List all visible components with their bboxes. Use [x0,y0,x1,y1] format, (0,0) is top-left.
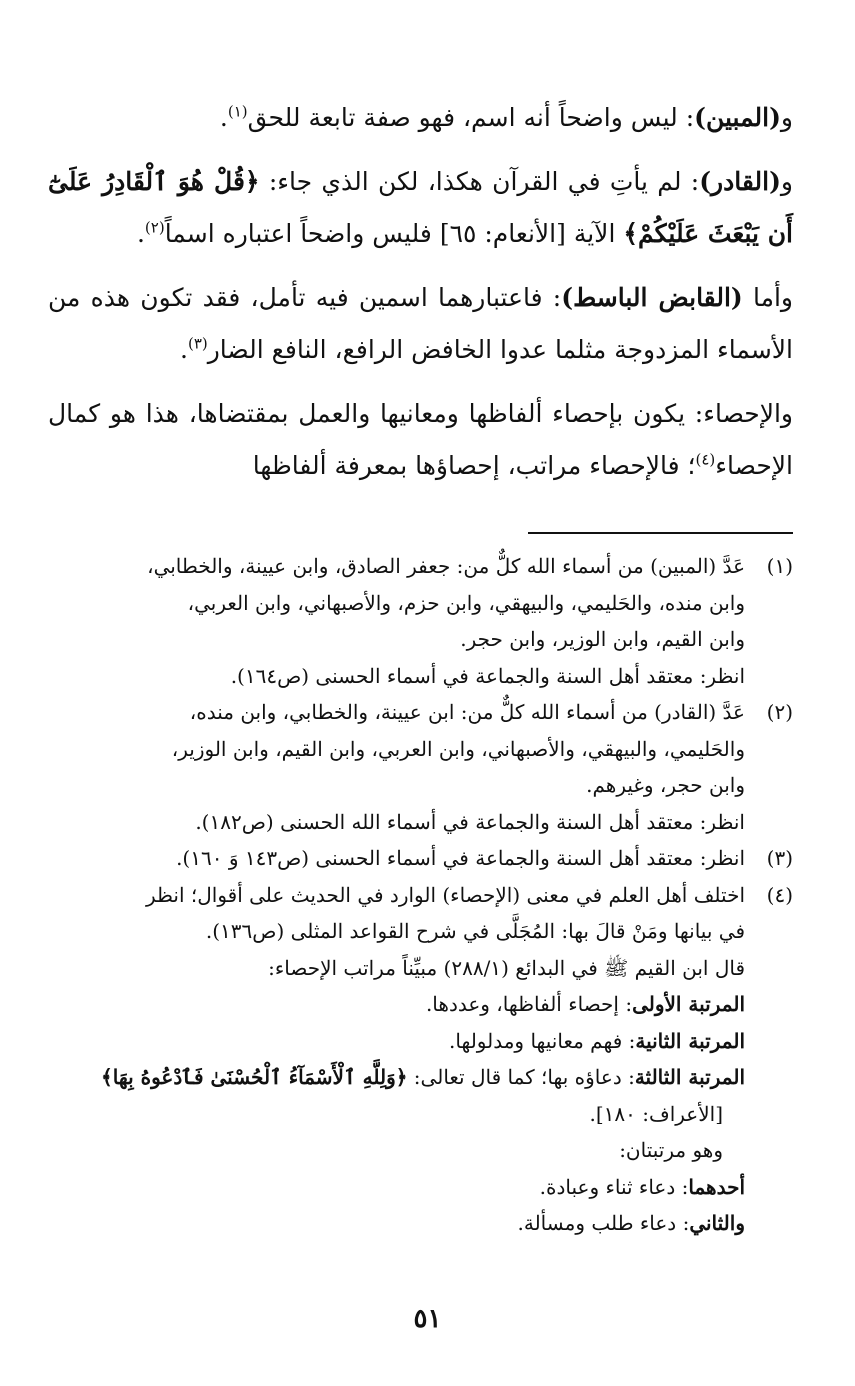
rank-text: : دعاؤه بها؛ كما قال تعالى: [407,1065,635,1089]
footnote-number: (٣) [766,846,793,870]
rank-3 [48,1059,745,1096]
footnote-4 [48,877,793,1242]
footnote-body [48,548,745,694]
rank-1 [48,986,745,1023]
verse-reference: [الأعراف: ١٨٠]. [589,1101,723,1126]
sub-rank-label: والثاني [689,1211,745,1235]
footnote-ref-4[interactable]: (٤) [695,450,716,469]
footnote-line: قال ابن القيم ﷺ في البدائع (٢٨٨/١) مبيِّناً مراتب الإحصاء: [268,955,745,980]
period: . [219,103,228,132]
sub-rank-text: : دعاء طلب ومسألة. [517,1211,690,1235]
footnotes [48,548,793,1242]
footnote-line: عَدَّ (القادر) من أسماء الله كلٌّ من: ابن عيينة، والخطابي، وابن منده، [189,700,745,724]
period: . [136,219,145,248]
prefix: وأما [742,283,793,312]
footnote-line: انظر: معتقد أهل السنة والجماعة في أسماء الحسنى (ص١٦٤). [230,663,745,688]
term-qadir: (القادر) [699,167,781,196]
footnote-body [48,840,745,877]
page-number: ٥١ [413,1304,442,1334]
paragraph-mubin [48,92,793,144]
paragraph-text: ؛ فالإحصاء مراتب، إحصاؤها بمعرفة ألفاظها [252,451,696,480]
sub-rank-2 [48,1205,745,1242]
sub-intro: وهو مرتبتان: [619,1138,723,1162]
period: . [180,335,188,364]
footnote-line: انظر: معتقد أهل السنة والجماعة في أسماء الله الحسنى (ص١٨٢). [195,809,745,834]
term-qabid-basit: (القابض الباسط) [561,283,743,312]
footnote-number: (٤) [766,882,793,907]
footnote-3 [48,840,793,877]
footnote-body [48,877,745,1242]
rank-label: المرتبة الأولى [632,992,745,1016]
paragraph-qadir [48,156,793,260]
footnote-body [48,694,745,840]
footnote-1 [48,548,793,694]
footnote-number: (١) [766,554,793,578]
main-text [48,92,793,504]
prefix: و [780,167,793,196]
footnote-line: اختلف أهل العلم في معنى (الإحصاء) الوارد في الحديث على أقوال؛ انظر [145,882,745,907]
prefix: و [780,103,793,132]
footnote-line: وابن حجر، وغيرهم. [586,773,745,797]
paragraph-text: : لم يأتِ في القرآن هكذا، لكن الذي جاء: [259,167,700,196]
paragraph-text: : فاعتبارهما اسمين فيه تأمل، فقد تكون هذه من الأسماء المزدوجة مثلما عدوا الخافض الرافع، النافع الضار [48,283,793,364]
footnote-line: عَدَّ (المبين) من أسماء الله كلٌّ من: جعفر الصادق، وابن عيينة، والخطابي، [147,554,745,578]
footnote-line: وابن القيم، وابن الوزير، وابن حجر. [460,627,745,651]
footnote-divider [528,532,793,534]
sub-rank-1 [48,1169,745,1206]
quran-verse: ﴿وَلِلَّهِ ٱلْأَسْمَآءُ ٱلْحُسْنَىٰ فَٱدْعُوهُ بِهَا﴾ [101,1065,408,1089]
footnote-ref-1[interactable]: (١) [227,102,248,121]
footnote-line: وابن منده، والحَليمي، والبيهقي، وابن حزم، والأصبهاني، وابن العربي، [187,590,745,615]
term-mubin: (المبين) [694,103,781,132]
footnote-number: (٢) [766,700,793,724]
rank-2 [48,1023,745,1060]
sub-rank-text: : دعاء ثناء وعبادة. [539,1174,689,1199]
footnote-ref-2[interactable]: (٢) [144,218,165,237]
paragraph-qabid-basit [48,272,793,376]
paragraph-ihsa [48,388,793,492]
paragraph-text: والإحصاء: يكون بإحصاء ألفاظها ومعانيها والعمل بمقتضاها، هذا هو كمال الإحصاء [48,399,793,480]
footnote-2 [48,694,793,840]
rank-label: المرتبة الثالثة [634,1065,745,1089]
rank-label: المرتبة الثانية [635,1028,745,1053]
footnote-line: والحَليمي، والبيهقي، والأصبهاني، وابن العربي، وابن القيم، وابن الوزير، [171,736,745,761]
footnote-line: في بيانها ومَنْ قالَ بها: المُجَلَّى في شرح القواعد المثلى (ص١٣٦). [205,919,745,943]
footnote-ref-3[interactable]: (٣) [187,334,208,353]
paragraph-text: : ليس واضحاً أنه اسم، فهو صفة تابعة للحق [247,103,695,132]
sub-rank-label: أحدهما [688,1174,745,1199]
rank-text: : فهم معانيها ومدلولها. [449,1028,636,1053]
paragraph-text: الآية [الأنعام: ٦٥] فليس واضحاً اعتباره اسماً [164,219,624,248]
quran-verse: ﴿قُلْ هُوَ ٱلْقَادِرُ عَلَىٰٓ أَن يَبْعَثَ عَلَيْكُمْ﴾ [48,167,793,248]
rank-text: : إحصاء ألفاظها، وعددها. [425,992,633,1016]
footnote-line: انظر: معتقد أهل السنة والجماعة في أسماء الحسنى (ص١٤٣ وَ ١٦٠). [176,846,745,870]
